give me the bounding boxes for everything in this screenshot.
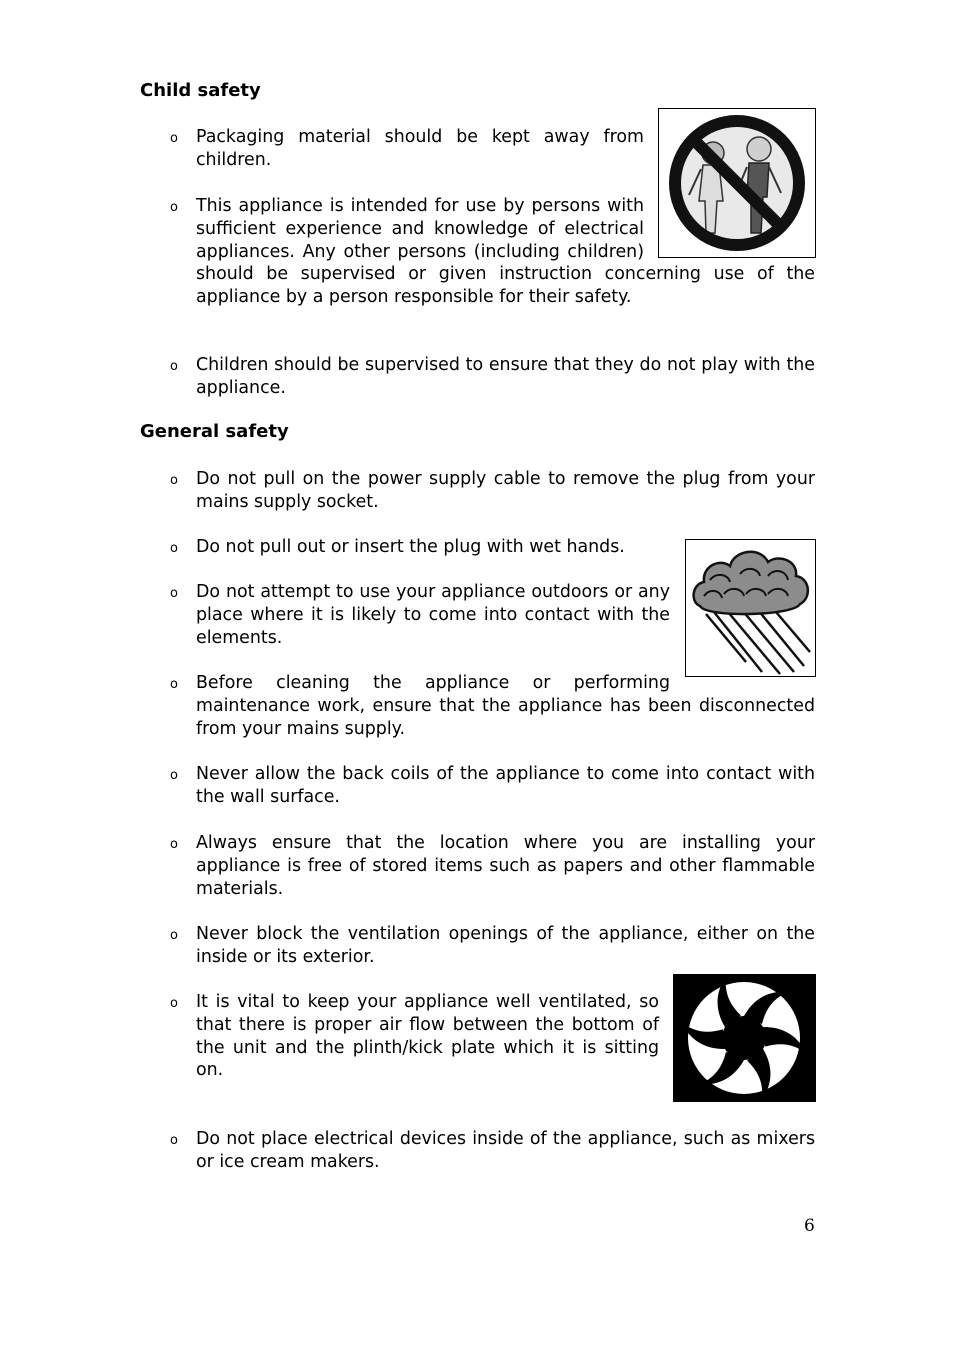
list-item-text: Before cleaning the appliance or performing maintenance work, ensure that the appliance has been disconnected from your mains supply.: [196, 673, 815, 739]
bullet: o: [170, 200, 178, 215]
list-item-text: Do not place electrical devices inside of the appliance, such as mixers or ice cream makers.: [196, 1129, 815, 1172]
list-item-text: This appliance is intended for use by persons with sufficient experience and knowledge of electrical appliances. Any other persons (including children) should be supervised or given instruction concerning use of the appliance by a person responsible for their safety.: [196, 196, 815, 308]
list-item-text: Do not pull on the power supply cable to remove the plug from your mains supply socket.: [196, 469, 815, 512]
list-item-text: Never allow the back coils of the appliance to come into contact with the wall surface.: [196, 764, 815, 807]
bullet: o: [170, 677, 178, 692]
bullet: o: [170, 837, 178, 852]
list-item-text: Packaging material should be kept away from children.: [196, 127, 644, 170]
list-item-text: Always ensure that the location where you are installing your appliance is free of stored items such as papers and other flammable materials.: [196, 833, 815, 899]
bullet: o: [170, 131, 178, 146]
bullet: o: [170, 768, 178, 783]
list-item-text: Do not attempt to use your appliance outdoors or any place where it is likely to come into contact with the elements.: [196, 582, 670, 648]
list-item-text: Children should be supervised to ensure that they do not play with the appliance.: [196, 355, 815, 398]
bullet: o: [170, 473, 178, 488]
bullet: o: [170, 586, 178, 601]
general-safety-heading: General safety: [140, 421, 289, 442]
ventilation-fan-icon: [673, 974, 816, 1102]
child-safety-heading: Child safety: [140, 80, 261, 101]
float-spacer: [644, 195, 815, 263]
list-item-text: It is vital to keep your appliance well ventilated, so that there is proper air flow between the bottom of the unit and the plinth/kick plate which it is sitting on.: [196, 992, 659, 1081]
bullet: o: [170, 1133, 178, 1148]
list-item-text: Do not pull out or insert the plug with wet hands.: [196, 537, 625, 557]
rain-cloud-icon: [685, 539, 816, 677]
page-number: 6: [804, 1216, 815, 1236]
bullet: o: [170, 541, 178, 556]
list-item-text: Never block the ventilation openings of the appliance, either on the inside or its exterior.: [196, 924, 815, 967]
float-spacer: [670, 672, 815, 676]
bullet: o: [170, 996, 178, 1011]
bullet: o: [170, 359, 178, 374]
bullet: o: [170, 928, 178, 943]
